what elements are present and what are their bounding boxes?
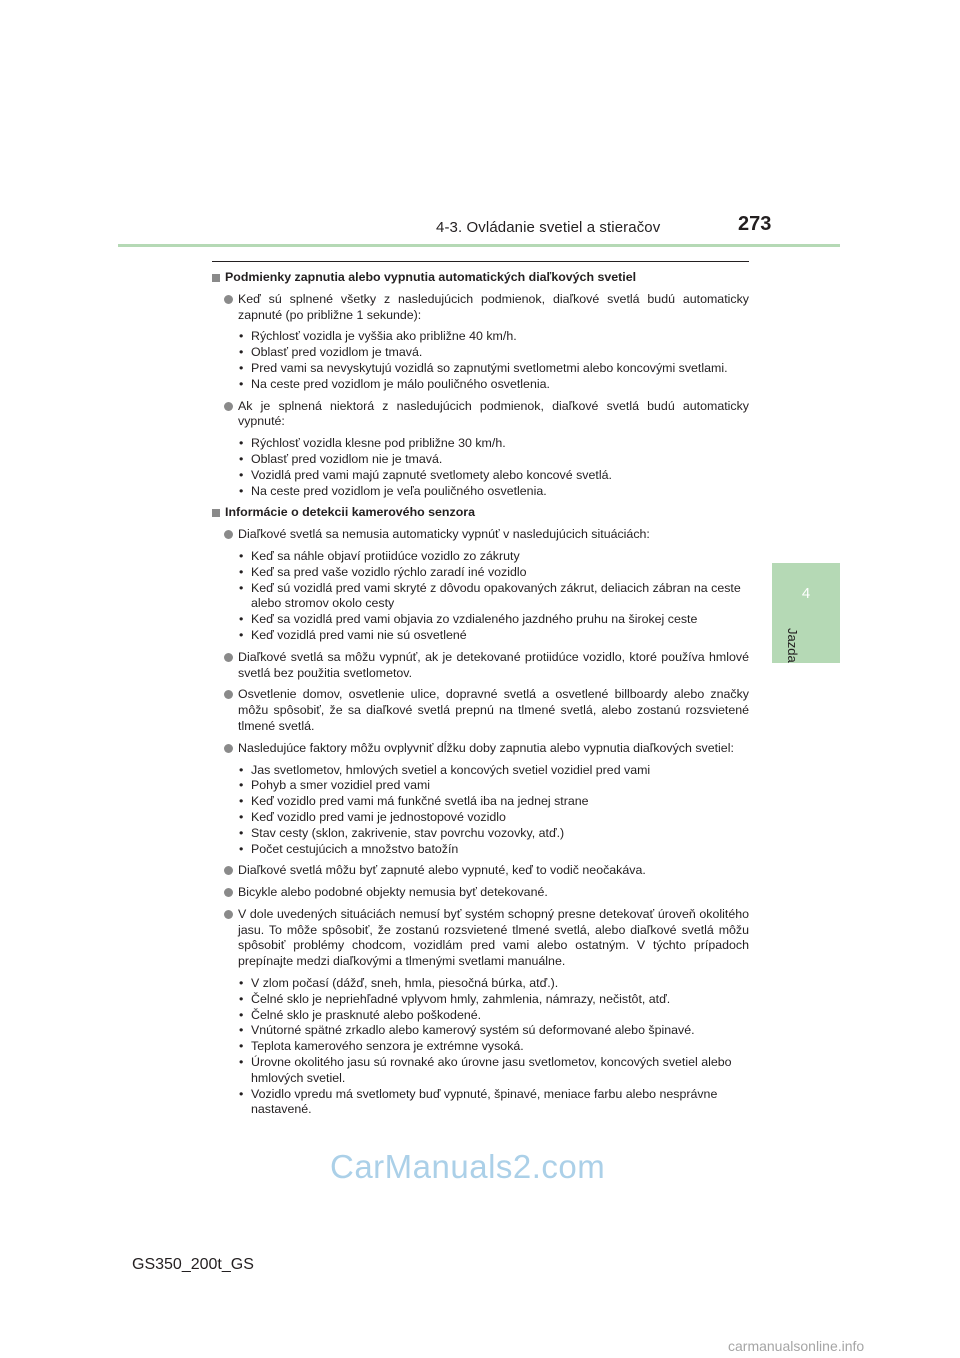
list-item: • Keď sa pred vaše vozidlo rýchlo zaradí iné vozidlo	[238, 565, 749, 581]
list-item: • Vozidlá pred vami majú zapnuté svetlomety alebo koncové svetlá.	[238, 468, 749, 484]
list-item: • Keď sa vozidlá pred vami objavia zo vzdialeného jazdného pruhu na širokej ceste	[238, 612, 749, 628]
square-bullet-icon	[212, 509, 220, 517]
list-item: • Pred vami sa nevyskytujú vozidlá so zapnutými svetlometmi alebo koncovými svetlami.	[238, 361, 749, 377]
chapter-label: Jazda	[785, 628, 800, 663]
circle-bullet-icon	[224, 653, 233, 662]
bullet-text: V dole uvedených situáciách nemusí byť systém schopný presne detekovať úroveň okolitého jasu. To môže spôsobiť, že zostanú rozsvietené tlmené svetlá, alebo diaľkové svetlá môžu spôsobiť problémy chodcom, vozidlám pred vami alebo ostatným. V týchto prípadoch prepínajte medzi diaľkovými a tlmenými svetlami manuálne.	[238, 906, 749, 969]
bullet-text: Diaľkové svetlá sa nemusia automaticky vypnúť v nasledujúcich situáciách:	[238, 527, 650, 542]
section-heading	[212, 505, 749, 521]
watermark-link[interactable]: CarManuals2.com	[330, 1148, 606, 1185]
bullet-paragraph	[224, 292, 749, 324]
bullet-paragraph	[224, 863, 749, 879]
bullet-text: Diaľkové svetlá môžu byť zapnuté alebo vypnuté, keď to vodič neočakáva.	[238, 863, 646, 878]
list-item: • Keď sú vozidlá pred vami skryté z dôvodu opakovaných zákrut, deliacich zábran na ceste alebo stromov okolo cesty	[238, 581, 749, 613]
circle-bullet-icon	[224, 866, 233, 875]
bullet-text: Bicykle alebo podobné objekty nemusia byť detekované.	[238, 885, 548, 900]
section-divider	[212, 261, 749, 262]
page-number: 273	[738, 213, 772, 235]
heading-text: Informácie o detekcii kamerového senzora	[225, 505, 475, 520]
circle-bullet-icon	[224, 295, 233, 304]
bullet-paragraph	[224, 399, 749, 431]
list-item: • Vozidlo vpredu má svetlomety buď vypnuté, špinavé, meniace farbu alebo nesprávne nastavené.	[238, 1087, 749, 1119]
circle-bullet-icon	[224, 744, 233, 753]
list-item: • Keď sa náhle objaví protiidúce vozidlo zo zákruty	[238, 549, 749, 565]
section-heading	[212, 270, 749, 286]
footer-model-code: GS350_200t_GS	[132, 1256, 254, 1273]
section-title: 4-3. Ovládanie svetiel a stieračov	[436, 219, 661, 236]
list-item: • Pohyb a smer vozidiel pred vami	[238, 778, 749, 794]
list-item: • V zlom počasí (dážď, sneh, hmla, piesočná búrka, atď.).	[238, 976, 749, 992]
bullet-paragraph	[224, 650, 749, 682]
bullet-text: Keď sú splnené všetky z nasledujúcich podmienok, diaľkové svetlá budú automaticky zapnuté (po približne 1 sekunde):	[238, 291, 749, 322]
bullet-text: Osvetlenie domov, osvetlenie ulice, dopravné svetlá a osvetlené billboardy alebo značky môžu spôsobiť, že sa diaľkové svetlá prepnú na tlmené svetlá, alebo zostanú rozsvietené tlmené svetlá.	[238, 687, 749, 733]
list-item: • Teplota kamerového senzora je extrémne vysoká.	[238, 1039, 749, 1055]
list-item: • Čelné sklo je prasknuté alebo poškodené.	[238, 1008, 749, 1024]
list-item: • Stav cesty (sklon, zakrivenie, stav povrchu vozovky, atď.)	[238, 826, 749, 842]
chapter-tab[interactable]	[772, 563, 840, 663]
bullet-paragraph	[224, 885, 749, 901]
bullet-text: Nasledujúce faktory môžu ovplyvniť dĺžku doby zapnutia alebo vypnutia diaľkových svetiel:	[238, 740, 734, 755]
list-item: • Rýchlosť vozidla je vyššia ako približne 40 km/h.	[238, 329, 749, 345]
footer-site-link[interactable]: carmanualsonline.info	[728, 1338, 865, 1354]
list-item: • Vnútorné spätné zrkadlo alebo kamerový systém sú deformované alebo špinavé.	[238, 1023, 749, 1039]
heading-text: Podmienky zapnutia alebo vypnutia automatických diaľkových svetiel	[225, 270, 637, 284]
circle-bullet-icon	[224, 690, 233, 699]
sub-list	[238, 329, 749, 392]
bullet-paragraph	[224, 907, 749, 970]
sub-list	[238, 763, 749, 858]
list-item: • Na ceste pred vozidlom je málo pouličného osvetlenia.	[238, 377, 749, 393]
header-divider	[118, 244, 840, 247]
bullet-paragraph	[224, 687, 749, 734]
list-item: • Oblasť pred vozidlom je tmavá.	[238, 345, 749, 361]
circle-bullet-icon	[224, 910, 233, 919]
list-item: • Úrovne okolitého jasu sú rovnaké ako úrovne jasu svetlometov, koncových svetiel alebo hmlových svetiel.	[238, 1055, 749, 1087]
chapter-number: 4	[801, 585, 811, 602]
list-item: • Keď vozidlá pred vami nie sú osvetlené	[238, 628, 749, 644]
circle-bullet-icon	[224, 530, 233, 539]
bullet-paragraph	[224, 741, 749, 757]
bullet-text: Diaľkové svetlá sa môžu vypnúť, ak je detekované protiidúce vozidlo, ktoré používa hmlové svetlá bez použitia svetlometov.	[238, 649, 749, 680]
circle-bullet-icon	[224, 888, 233, 897]
list-item: • Keď vozidlo pred vami má funkčné svetlá iba na jednej strane	[238, 794, 749, 810]
list-item: • Jas svetlometov, hmlových svetiel a koncových svetiel vozidiel pred vami	[238, 763, 749, 779]
list-item: • Počet cestujúcich a množstvo batožín	[238, 842, 749, 858]
list-item: • Keď vozidlo pred vami je jednostopové vozidlo	[238, 810, 749, 826]
bullet-paragraph	[224, 527, 749, 543]
list-item: • Na ceste pred vozidlom je veľa pouličného osvetlenia.	[238, 484, 749, 500]
sub-list	[238, 549, 749, 644]
circle-bullet-icon	[224, 402, 233, 411]
list-item: • Rýchlosť vozidla klesne pod približne 30 km/h.	[238, 436, 749, 452]
content-body	[212, 270, 749, 1124]
square-bullet-icon	[212, 274, 220, 282]
sub-list	[238, 976, 749, 1118]
list-item: • Čelné sklo je nepriehľadné vplyvom hmly, zahmlenia, námrazy, nečistôt, atď.	[238, 992, 749, 1008]
list-item: • Oblasť pred vozidlom nie je tmavá.	[238, 452, 749, 468]
sub-list	[238, 436, 749, 499]
bullet-text: Ak je splnená niektorá z nasledujúcich podmienok, diaľkové svetlá budú automaticky vypnuté:	[238, 398, 749, 429]
